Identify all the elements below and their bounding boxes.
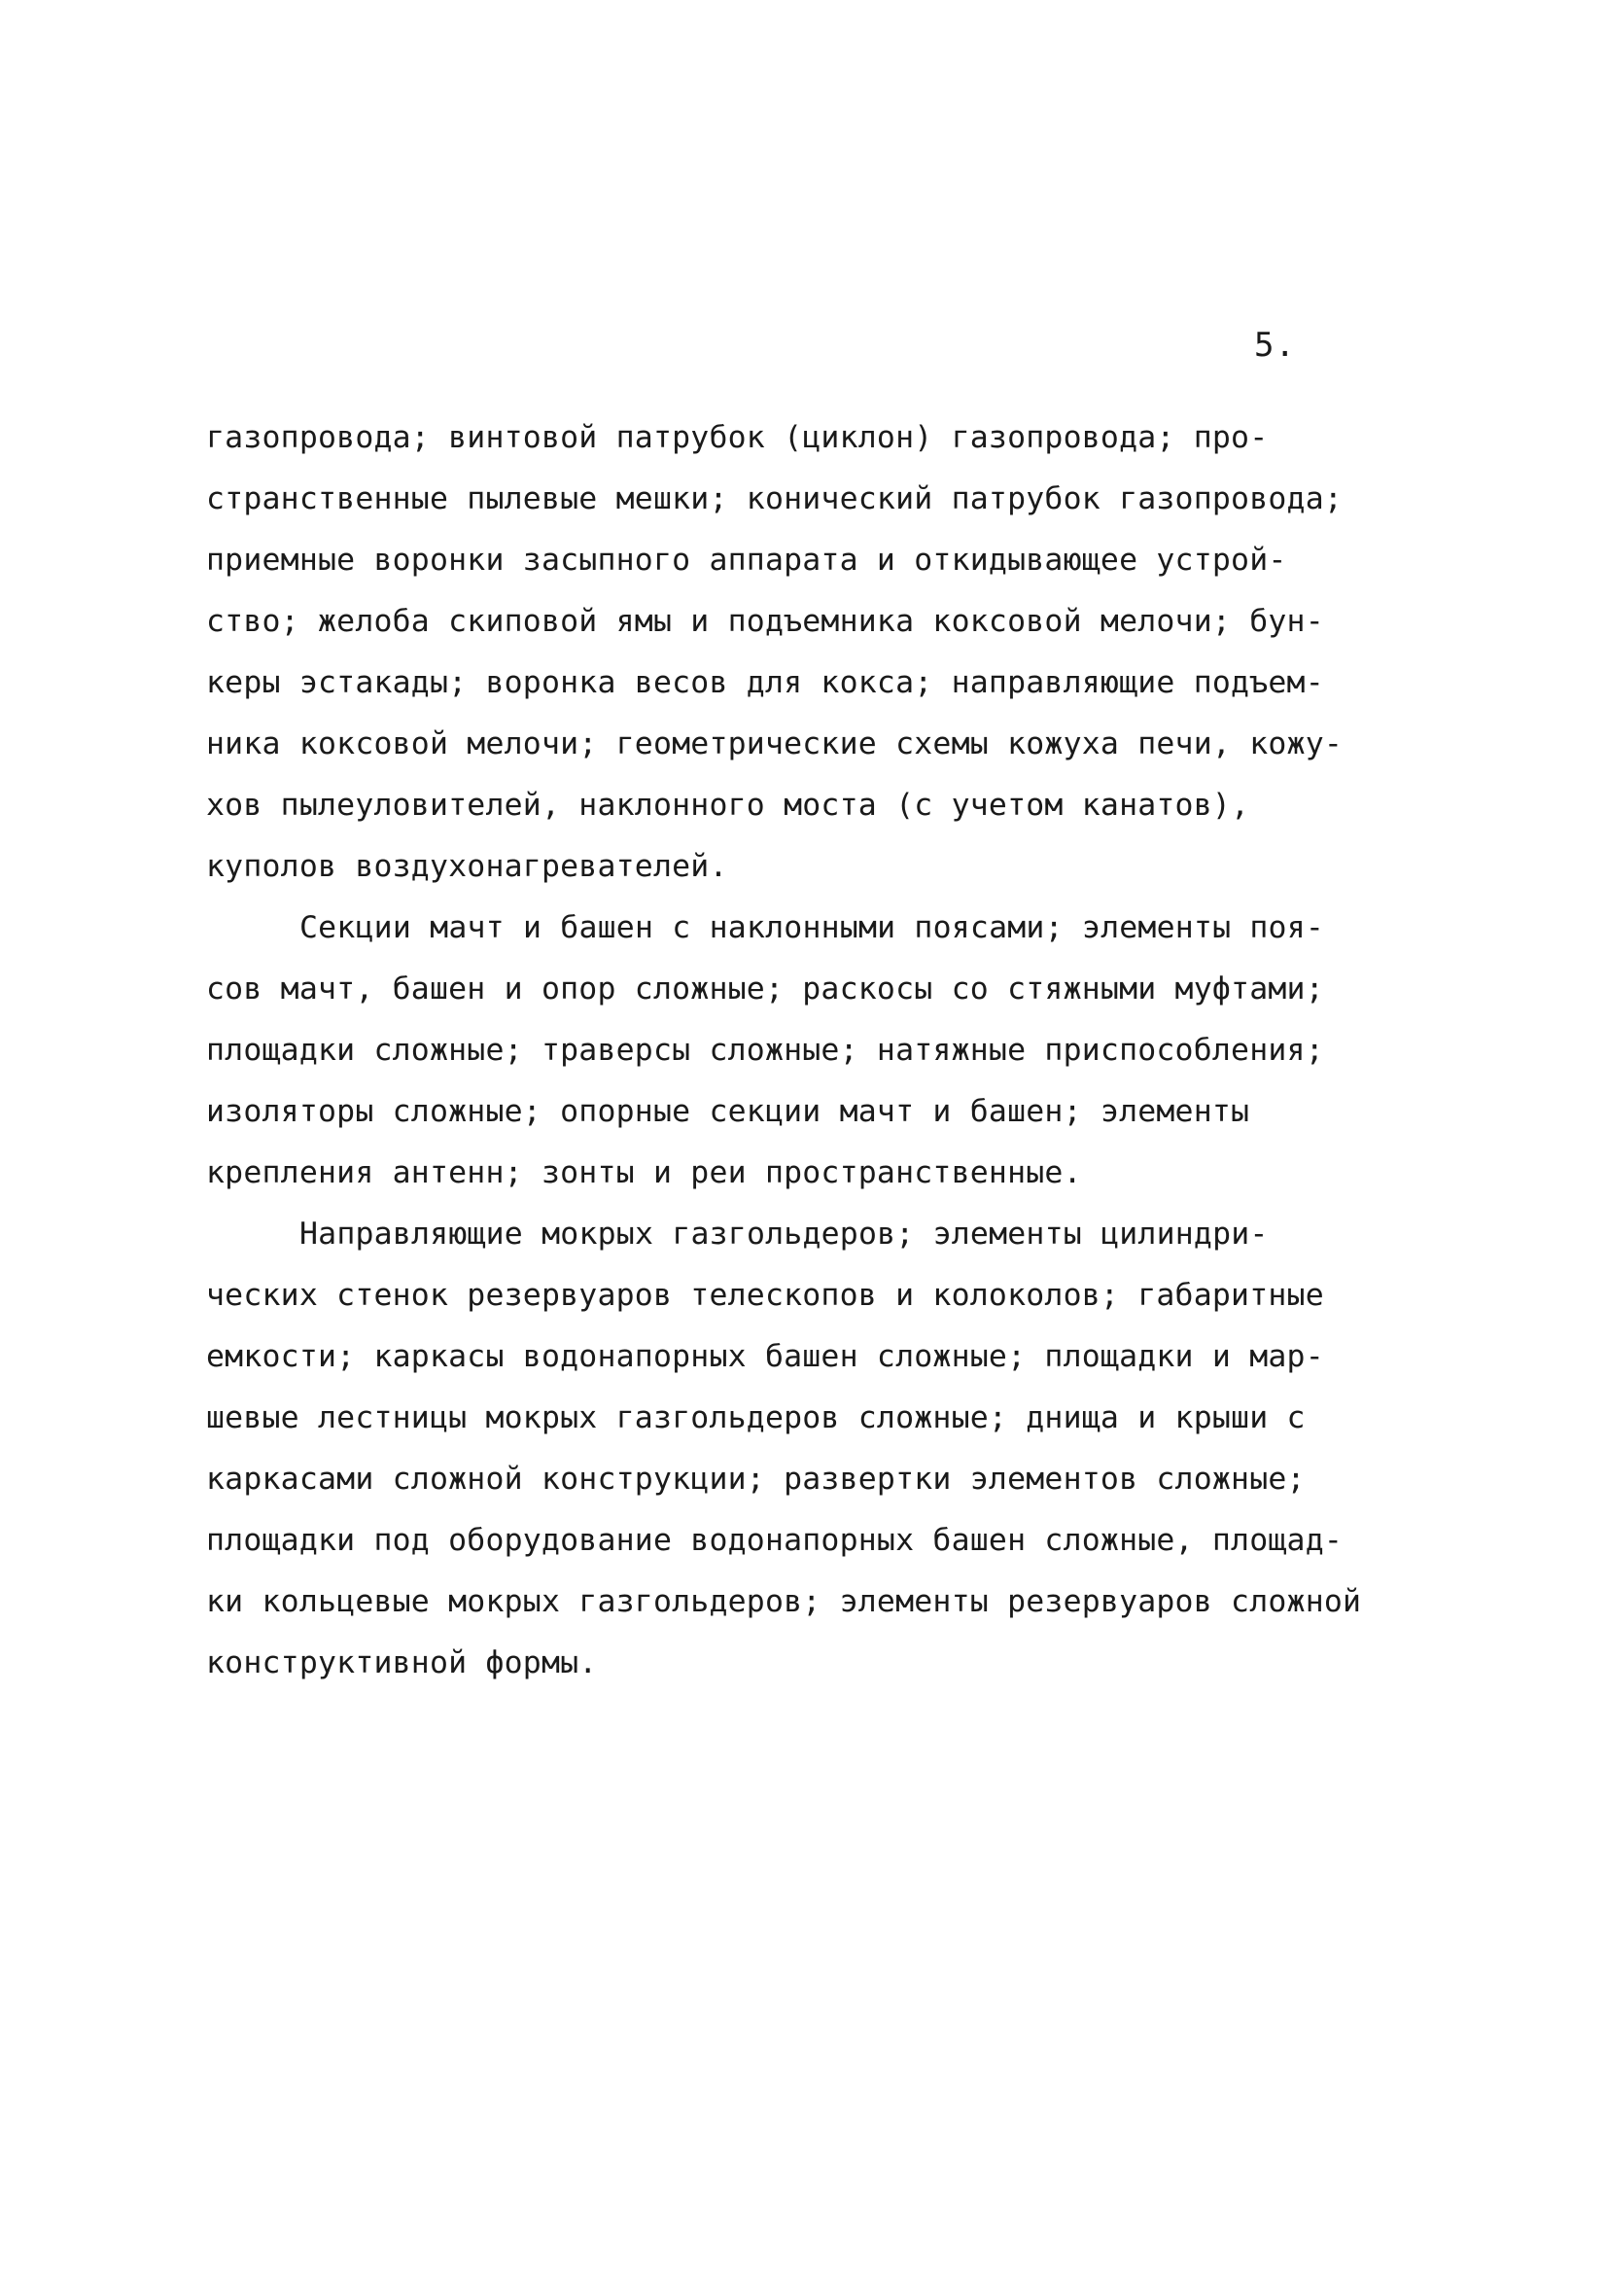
paragraph-3-line-4: шевые лестницы мокрых газгольдеров сложные; днища и крыши с (206, 1400, 1306, 1435)
paragraph-3-line-2: ческих стенок резервуаров телескопов и колоколов; габаритные (206, 1278, 1324, 1313)
paragraph-3-line-7: ки кольцевые мокрых газгольдеров; элементы резервуаров сложной (206, 1584, 1362, 1619)
paragraph-3-line-5: каркасами сложной конструкции; развертки элементов сложные; (206, 1462, 1306, 1497)
paragraph-1-line-5: керы эстакады; воронка весов для кокса; направляющие подъем- (206, 665, 1324, 700)
paragraph-1-line-1: газопровода; винтовой патрубок (циклон) газопровода; про- (206, 420, 1269, 455)
paragraph-2-line-3: площадки сложные; траверсы сложные; натяжные приспособления; (206, 1033, 1324, 1068)
paragraph-1-line-8: куполов воздухонагревателей. (206, 849, 728, 884)
paragraph-2-line-5: крепления антенн; зонты и реи пространственные. (206, 1155, 1082, 1190)
paragraph-2-line-1: Секции мачт и башен с наклонными поясами; элементы поя- (299, 910, 1325, 945)
paragraph-1-line-4: ство; желоба скиповой ямы и подъемника коксовой мелочи; бун- (206, 604, 1324, 639)
paragraph-1-line-3: приемные воронки засыпного аппарата и откидывающее устрой- (206, 543, 1287, 578)
paragraph-1-line-2: странственные пылевые мешки; конический патрубок газопровода; (206, 481, 1344, 516)
paragraph-1-line-7: хов пылеуловителей, наклонного моста (с учетом канатов), (206, 788, 1250, 823)
paragraph-1-line-6: ника коксовой мелочи; геометрические схемы кожуха печи, кожу- (206, 726, 1344, 761)
paragraph-3-line-1: Направляющие мокрых газгольдеров; элементы цилиндри- (299, 1217, 1269, 1252)
paragraph-3-line-3: емкости; каркасы водонапорных башен сложные; площадки и мар- (206, 1339, 1324, 1374)
paragraph-2-line-2: сов мачт, башен и опор сложные; раскосы со стяжными муфтами; (206, 971, 1324, 1007)
paragraph-2-line-4: изоляторы сложные; опорные секции мачт и башен; элементы (206, 1094, 1250, 1129)
paragraph-3-line-6: площадки под оборудование водонапорных башен сложные, площад- (206, 1523, 1344, 1558)
page-number: 5. (1254, 326, 1296, 365)
paragraph-3-line-8: конструктивной формы. (206, 1645, 598, 1680)
